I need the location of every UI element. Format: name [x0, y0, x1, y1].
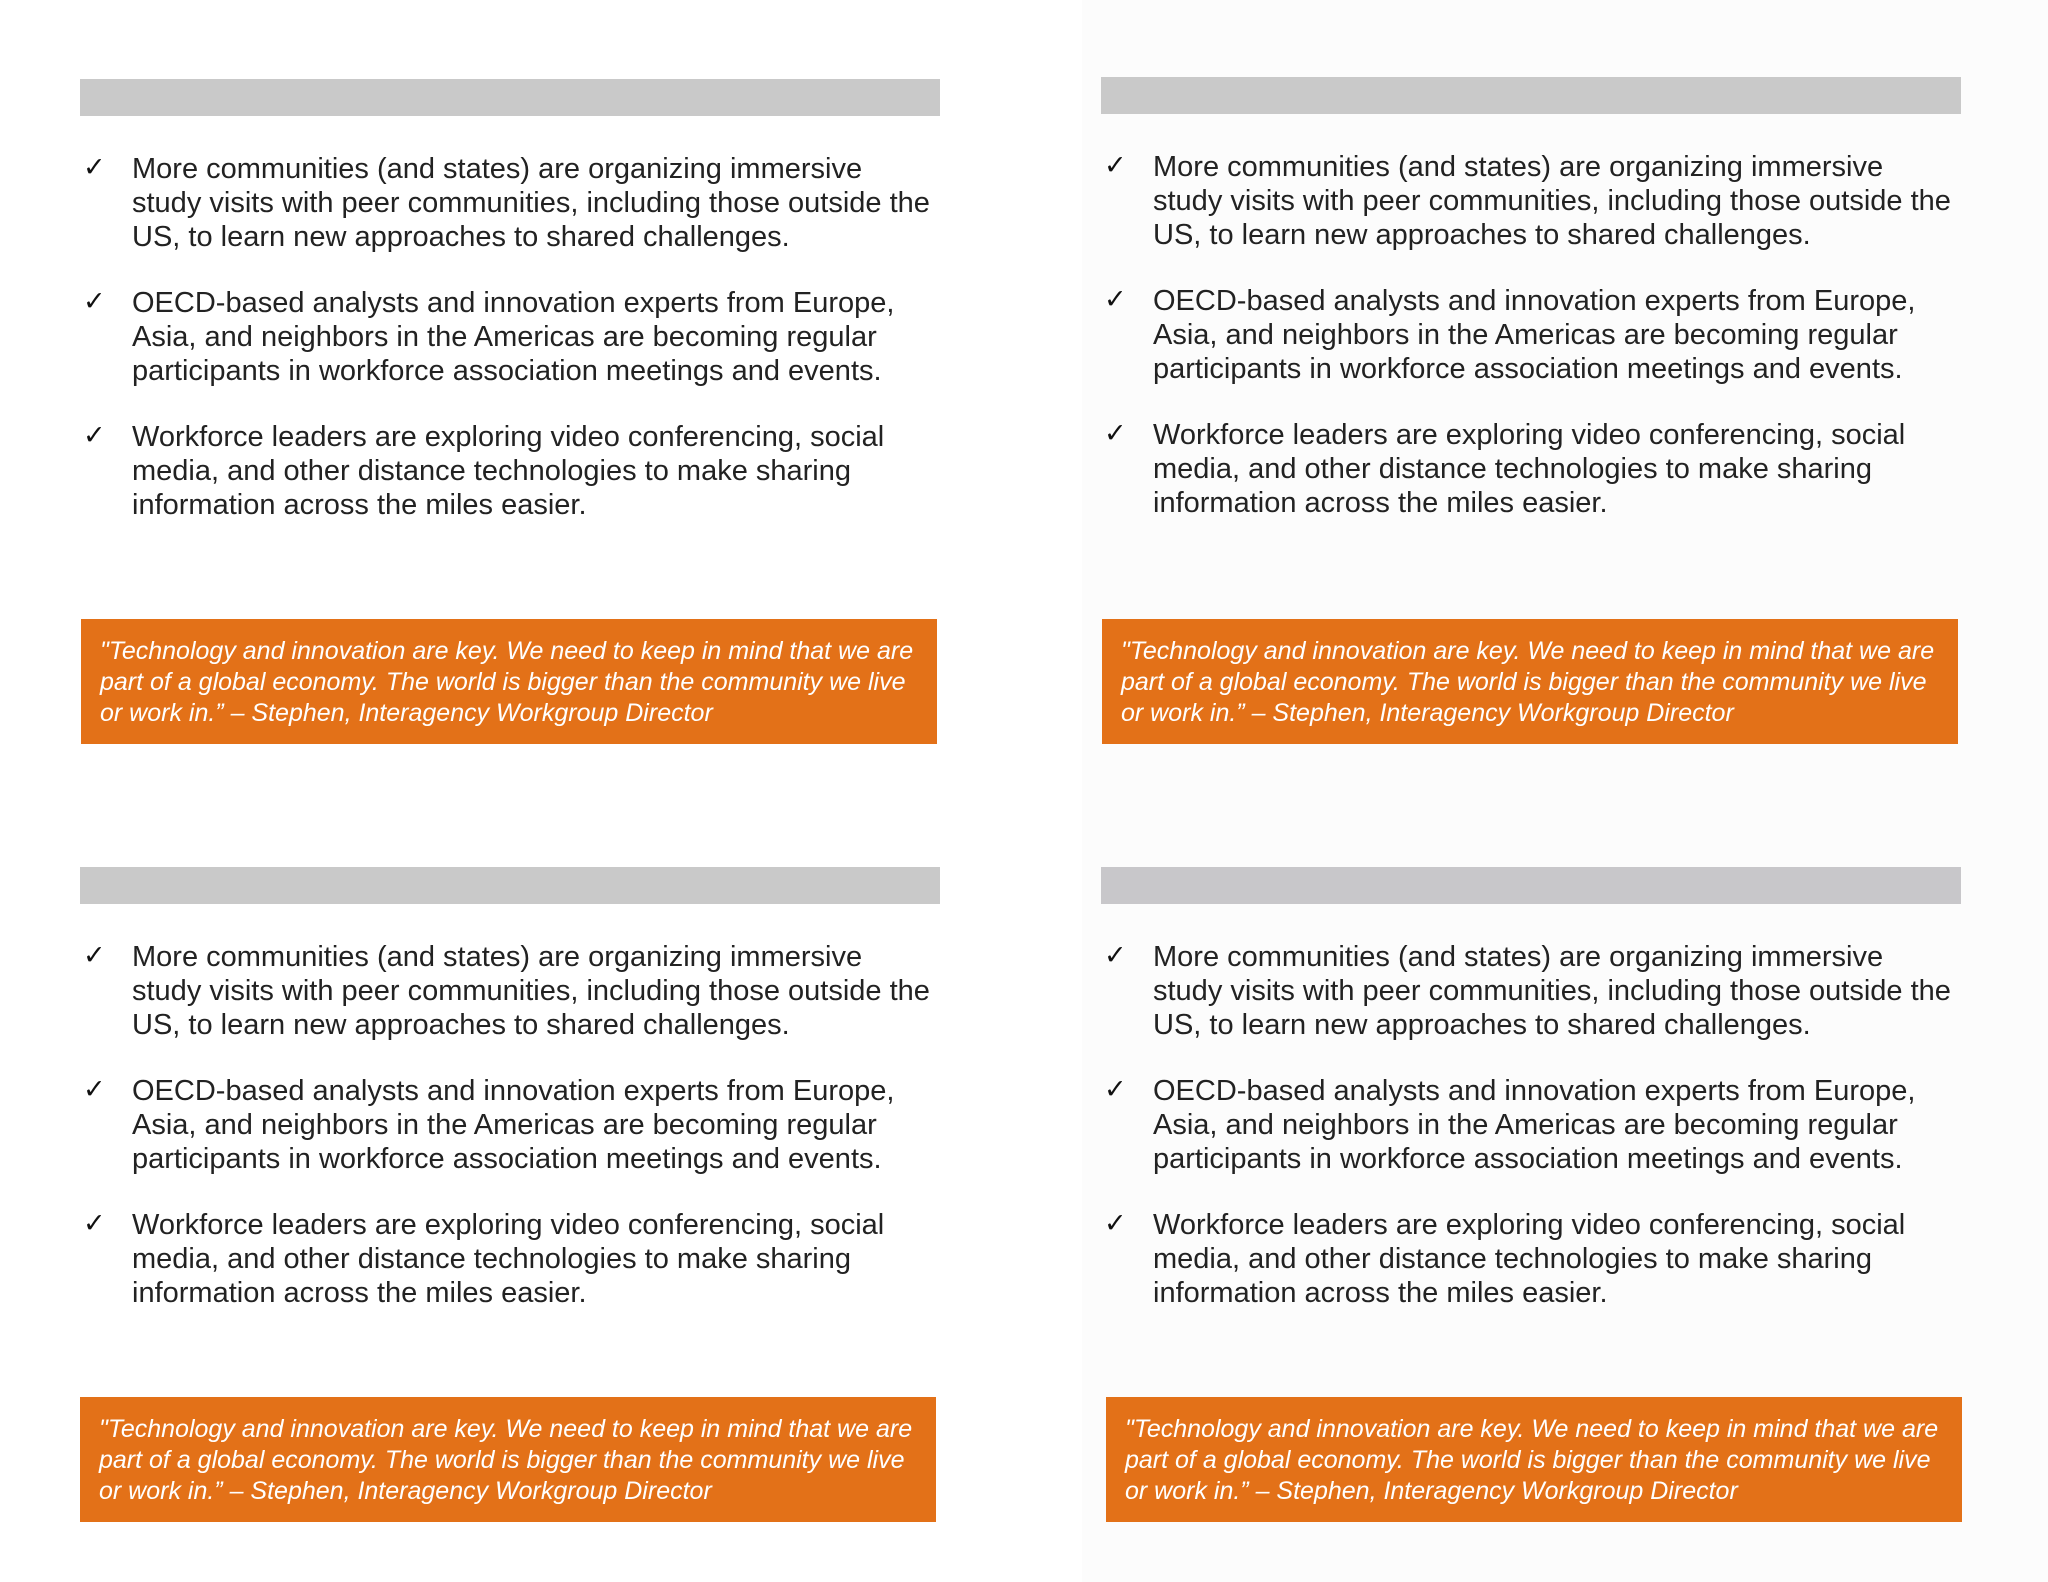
checklist-item: [80, 1208, 932, 1310]
checklist-item: [80, 940, 932, 1042]
checkmark-icon: ✓: [1104, 1208, 1127, 1239]
panel-header-bar: [1101, 867, 1961, 904]
checkmark-icon: ✓: [83, 152, 106, 183]
checklist-item-text: Workforce leaders are exploring video conferencing, social media, and other distance technologies to make sharing information across the miles easier.: [132, 421, 885, 521]
checkmark-icon: ✓: [83, 420, 106, 451]
checklist-item-text: More communities (and states) are organizing immersive study visits with peer communities, including those outside the US, to learn new approaches to shared challenges.: [132, 153, 930, 253]
panel-header-bar: [80, 867, 940, 904]
checklist-item-text: OECD-based analysts and innovation experts from Europe, Asia, and neighbors in the Americas are becoming regular participants in workforce association meetings and events.: [1153, 1075, 1916, 1175]
checklist-item: [1101, 418, 1953, 520]
checklist-item-text: OECD-based analysts and innovation experts from Europe, Asia, and neighbors in the Americas are becoming regular participants in workforce association meetings and events.: [132, 287, 895, 387]
checklist-item: [1101, 1074, 1953, 1176]
checklist-item-text: OECD-based analysts and innovation experts from Europe, Asia, and neighbors in the Americas are becoming regular participants in workforce association meetings and events.: [132, 1075, 895, 1175]
checklist: [80, 152, 940, 522]
quote-box: "Technology and innovation are key. We need to keep in mind that we are part of a global economy. The world is bigger than the community we live or work in.” – Stephen, Interagency Workgroup Director: [80, 1397, 936, 1522]
checklist-item: [80, 286, 932, 388]
checklist-item-text: More communities (and states) are organizing immersive study visits with peer communities, including those outside the US, to learn new approaches to shared challenges.: [1153, 151, 1951, 251]
panel-bottom-right: [1101, 867, 1961, 1505]
checklist: [1101, 940, 1961, 1310]
checkmark-icon: ✓: [83, 1074, 106, 1105]
checklist-item: [1101, 284, 1953, 386]
panel-header-bar: [80, 79, 940, 116]
panel-top-left: [80, 79, 940, 727]
quote-box: "Technology and innovation are key. We need to keep in mind that we are part of a global economy. The world is bigger than the community we live or work in.” – Stephen, Interagency Workgroup Director: [1106, 1397, 1962, 1522]
checklist-item: [80, 1074, 932, 1176]
checklist-item-text: Workforce leaders are exploring video conferencing, social media, and other distance technologies to make sharing information across the miles easier.: [1153, 1209, 1906, 1309]
checklist-item: [1101, 1208, 1953, 1310]
panel-bottom-left: [80, 867, 940, 1505]
quote-box: "Technology and innovation are key. We need to keep in mind that we are part of a global economy. The world is bigger than the community we live or work in.” – Stephen, Interagency Workgroup Director: [1102, 619, 1958, 744]
checklist-item-text: More communities (and states) are organizing immersive study visits with peer communities, including those outside the US, to learn new approaches to shared challenges.: [1153, 941, 1951, 1041]
checklist-item: [1101, 940, 1953, 1042]
checklist-item: [80, 152, 932, 254]
checklist-item-text: Workforce leaders are exploring video conferencing, social media, and other distance technologies to make sharing information across the miles easier.: [1153, 419, 1906, 519]
checklist: [1101, 150, 1961, 520]
checkmark-icon: ✓: [1104, 940, 1127, 971]
checkmark-icon: ✓: [83, 940, 106, 971]
checklist-item: [80, 420, 932, 522]
checklist: [80, 940, 940, 1310]
checkmark-icon: ✓: [83, 1208, 106, 1239]
checkmark-icon: ✓: [1104, 150, 1127, 181]
checklist-item-text: Workforce leaders are exploring video conferencing, social media, and other distance technologies to make sharing information across the miles easier.: [132, 1209, 885, 1309]
panel-header-bar: [1101, 77, 1961, 114]
checkmark-icon: ✓: [1104, 1074, 1127, 1105]
checklist-item-text: More communities (and states) are organizing immersive study visits with peer communities, including those outside the US, to learn new approaches to shared challenges.: [132, 941, 930, 1041]
checklist-item-text: OECD-based analysts and innovation experts from Europe, Asia, and neighbors in the Americas are becoming regular participants in workforce association meetings and events.: [1153, 285, 1916, 385]
quote-box: "Technology and innovation are key. We need to keep in mind that we are part of a global economy. The world is bigger than the community we live or work in.” – Stephen, Interagency Workgroup Director: [81, 619, 937, 744]
checklist-item: [1101, 150, 1953, 252]
checkmark-icon: ✓: [83, 286, 106, 317]
checkmark-icon: ✓: [1104, 418, 1127, 449]
checkmark-icon: ✓: [1104, 284, 1127, 315]
panel-top-right: [1101, 77, 1961, 727]
